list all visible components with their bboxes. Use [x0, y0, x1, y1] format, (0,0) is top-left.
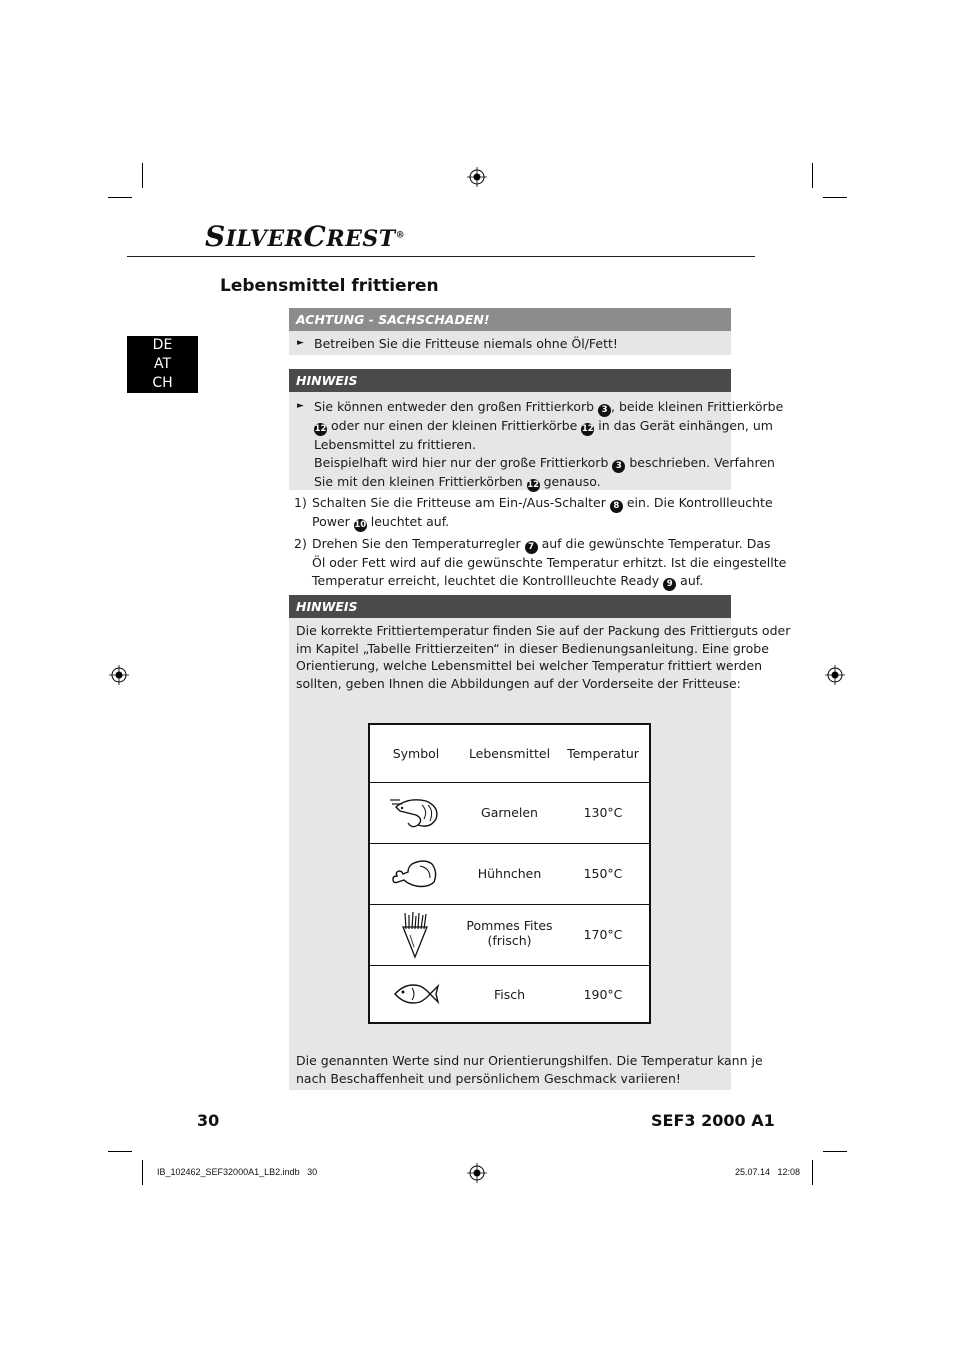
fish-icon: [392, 980, 440, 1008]
temperature-value: 190°C: [583, 987, 623, 1002]
table-header: Temperatur: [567, 746, 639, 761]
language-tab: [127, 336, 198, 393]
registration-mark-icon: [109, 665, 129, 685]
note-heading: HINWEIS: [289, 369, 731, 392]
brand-logo: SILVERCREST®: [205, 220, 406, 253]
crop-mark: [812, 1160, 813, 1185]
note-heading: HINWEIS: [289, 595, 731, 618]
temperature-value: 130°C: [583, 805, 623, 820]
print-slug-date: 25.07.14 12:08: [735, 1167, 801, 1177]
temperature-value: 150°C: [583, 866, 623, 881]
note-paragraph: Die korrekte Frittiertemperatur finden Sie auf der Packung des Frittierguts oder im Kapitel „Tabelle Frittierzeiten“ in dieser Bedienungsanleitung. Eine grobe Orientierung, welche Lebensmittel bei welcher Temperatur frittiert werden sollten, geben Ihnen die Abbildungen auf der Vorderseite der Fritteuse:: [296, 623, 791, 691]
temperature-value: 170°C: [583, 927, 623, 942]
food-name: Fisch: [493, 987, 526, 1002]
fries-icon: [400, 911, 430, 959]
crop-mark: [823, 1151, 847, 1152]
language-code: AT: [153, 356, 172, 372]
bullet-arrow-icon: ►: [297, 338, 304, 348]
food-name: Pommes Fites (frisch): [466, 918, 553, 948]
language-code: CH: [152, 375, 173, 391]
warning-text: Betreiben Sie die Fritteuse niemals ohne Öl/Fett!: [314, 336, 618, 351]
step-item: 2) Drehen Sie den Temperaturregler 7 auf die gewünschte Temperatur. Das Öl oder Fett wird auf die gewünschte Temperatur erhitzt. Ist die eingestellte Temperatur erreicht, leuchtet die Kontrollleuchte Ready 9 auf.: [294, 536, 787, 589]
page-number: 30: [197, 1111, 220, 1130]
crop-mark: [823, 197, 847, 198]
chicken-leg-icon: [390, 856, 440, 890]
model-number: SEF3 2000 A1: [651, 1111, 775, 1130]
note-text: Sie können entweder den großen Frittierkorb 3 , beide kleinen Frittierkörbe 12 oder nur einen der kleinen Frittierkörbe 12 in das Gerät einhängen, um Lebensmittel zu frittieren. Beispielhaft wird hier nur der große Frittierkorb 3 beschrieben. Verfahren Sie mit den kleinen Frittierkörben 12 genauso.: [314, 399, 784, 490]
food-name: Garnelen: [481, 805, 538, 820]
note-body: [289, 392, 784, 490]
language-code: DE: [152, 337, 173, 353]
table-row: [370, 783, 649, 844]
crop-mark: [142, 1160, 143, 1185]
page-title: Lebensmittel frittieren: [220, 276, 439, 296]
crop-mark: [812, 163, 813, 188]
warning-heading: ACHTUNG - SACHSCHADEN!: [289, 308, 731, 331]
table-row: [370, 844, 649, 905]
registration-mark-icon: [467, 167, 487, 187]
registration-mark-icon: [467, 1163, 487, 1183]
table-header: Lebensmittel: [468, 746, 551, 761]
shrimp-icon: [388, 795, 442, 829]
crop-mark: [108, 197, 132, 198]
food-name: Hühnchen: [477, 866, 542, 881]
table-row: [370, 966, 649, 1022]
crop-mark: [108, 1151, 132, 1152]
print-slug-file: IB_102462_SEF32000A1_LB2.indb 30: [157, 1167, 318, 1177]
step-item: 1) Schalten Sie die Fritteuse am Ein-/Aus-Schalter 8 ein. Die Kontrollleuchte Power 10 leuchtet auf.: [294, 495, 773, 530]
header-rule: [127, 256, 755, 257]
bullet-arrow-icon: ►: [297, 401, 304, 411]
table-row: [370, 905, 649, 966]
crop-mark: [142, 163, 143, 188]
registration-mark-icon: [825, 665, 845, 685]
warning-body: [289, 331, 731, 355]
temperature-table: [368, 723, 651, 1024]
table-header: Symbol: [392, 746, 440, 761]
table-header-row: [370, 725, 649, 783]
note-closing: Die genannten Werte sind nur Orientierungshilfen. Die Temperatur kann je nach Beschaffenheit und persönlichem Geschmack variieren!: [296, 1053, 763, 1086]
